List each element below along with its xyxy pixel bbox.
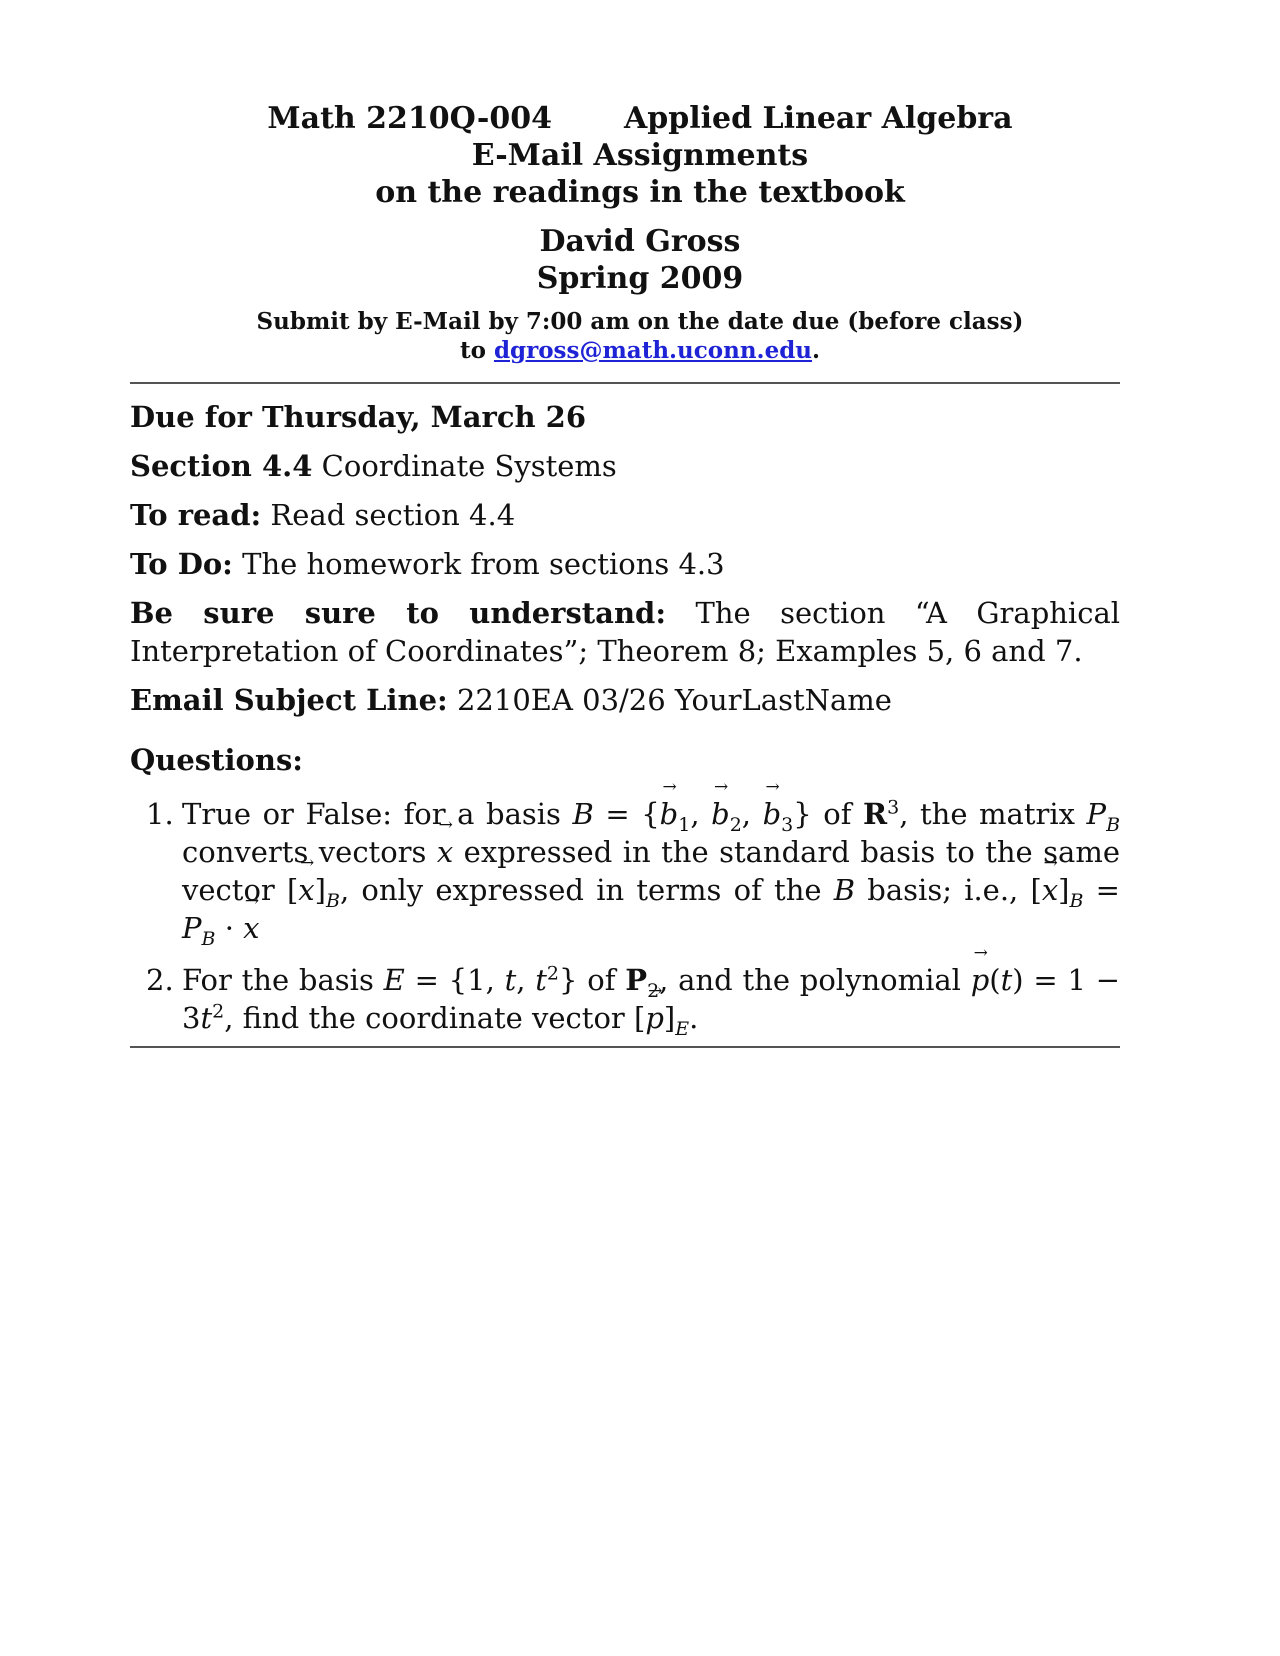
question-number: 1. bbox=[146, 797, 174, 831]
section-label: Section 4.4 bbox=[130, 449, 313, 483]
header-line-2: E-Mail Assignments bbox=[471, 138, 809, 173]
question-2-text: For the basis E = {1, t, $t^2$} of $P_2$, and the polynomial → $p(t) = 1 - 3t^2$, find the coordinate vector [→ $p]_E$. bbox=[182, 963, 1120, 1035]
to-do-label: To Do: bbox=[130, 547, 233, 581]
email-trailing-period: . bbox=[812, 337, 821, 364]
assignment-content bbox=[130, 398, 1120, 1051]
to-read-label: To read: bbox=[130, 498, 262, 532]
header-line-3: on the readings in the textbook bbox=[375, 175, 905, 210]
subject-line-field bbox=[130, 681, 1120, 719]
question-item bbox=[130, 795, 1121, 950]
email-link[interactable]: dgross@math.uconn.edu bbox=[493, 337, 813, 364]
course-code: Math 2210Q-004 bbox=[267, 101, 552, 136]
section-title: Coordinate Systems bbox=[321, 449, 617, 483]
submit-to-text: to bbox=[459, 337, 486, 364]
understand-field bbox=[130, 594, 1120, 670]
term: Spring 2009 bbox=[536, 261, 744, 296]
subject-line-label: Email Subject Line: bbox=[130, 683, 448, 717]
bottom-divider bbox=[130, 1046, 1120, 1048]
to-do-field bbox=[130, 545, 1120, 583]
section-field bbox=[130, 447, 1120, 485]
questions-heading: Questions: bbox=[130, 743, 303, 777]
author-name: David Gross bbox=[539, 224, 741, 259]
top-divider bbox=[130, 382, 1120, 384]
course-title-line bbox=[0, 100, 1280, 137]
course-name: Applied Linear Algebra bbox=[623, 101, 1013, 136]
submit-to-line bbox=[0, 336, 1280, 365]
document-header bbox=[0, 100, 1280, 365]
question-item bbox=[130, 961, 1121, 1040]
to-do-value: The homework from sections 4.3 bbox=[242, 547, 725, 581]
subject-line-value: 2210EA 03/26 YourLastName bbox=[456, 683, 892, 717]
to-read-field bbox=[130, 496, 1120, 534]
understand-value: The section “A Graphical Interpretation of Coordinates”; Theorem 8; Examples 5, 6 and 7. bbox=[130, 596, 1121, 668]
question-number: 2. bbox=[146, 963, 174, 997]
understand-label: Be sure sure to understand: bbox=[130, 596, 667, 630]
due-date-heading: Due for Thursday, March 26 bbox=[130, 400, 587, 434]
submit-instructions: Submit by E-Mail by 7:00 am on the date due (before class) bbox=[256, 308, 1024, 335]
question-1-text: True or False: for a basis B = {→ $b_1$, → $b_2$, → $b_3$} of $R^3$, the matrix $P_B$ converts vectors → x expressed in the standard basis to the same vector [→ $x]_B$, only expressed in terms of the B basis; i.e., [→ $x]_B = P_B$ · → x bbox=[182, 797, 1120, 945]
questions-list bbox=[130, 795, 1121, 1040]
to-read-value: Read section 4.4 bbox=[270, 498, 516, 532]
